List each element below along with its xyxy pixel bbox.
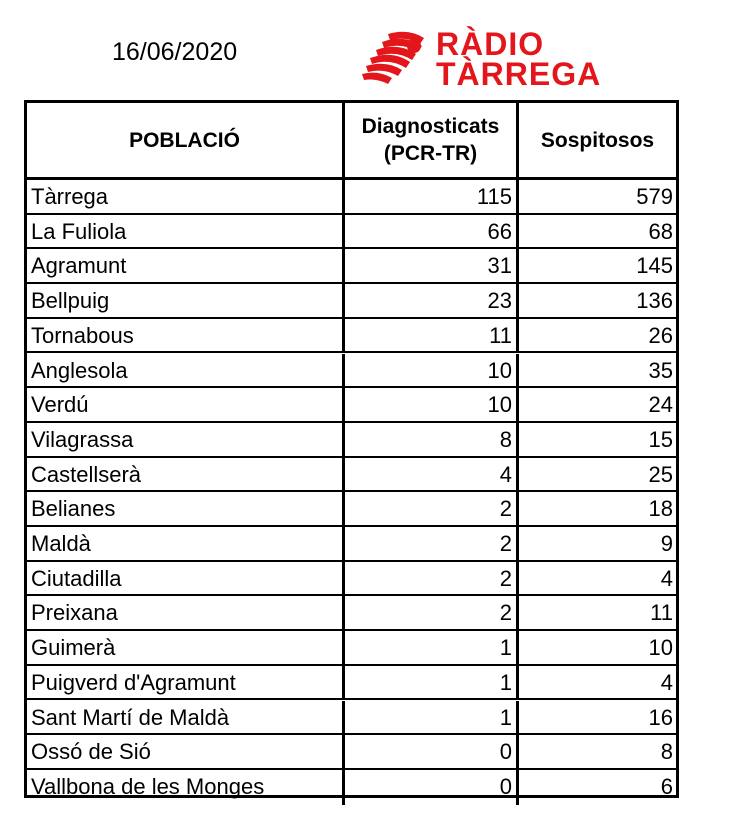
cell-sospitosos: 24 — [519, 388, 676, 423]
cell-sospitosos: 4 — [519, 562, 676, 597]
cell-poblacio: Puigverd d'Agramunt — [27, 666, 345, 701]
cell-sospitosos: 25 — [519, 458, 676, 493]
cell-sospitosos: 9 — [519, 527, 676, 562]
header-diagnosticats-line1: Diagnosticats — [361, 115, 500, 138]
cell-poblacio: La Fuliola — [27, 215, 345, 250]
cell-diagnosticats: 23 — [345, 284, 519, 319]
cell-diagnosticats: 2 — [345, 492, 519, 527]
cell-poblacio: Tàrrega — [27, 180, 345, 215]
header-sospitosos: Sospitosos — [540, 128, 655, 152]
cell-diagnosticats: 1 — [345, 701, 519, 736]
cell-diagnosticats: 66 — [345, 215, 519, 250]
cell-diagnosticats: 10 — [345, 354, 519, 389]
cell-sospitosos: 15 — [519, 423, 676, 458]
table-row — [27, 249, 676, 284]
table-body — [27, 180, 676, 799]
table-row — [27, 458, 676, 493]
cell-poblacio: Sant Martí de Maldà — [27, 701, 345, 736]
cell-poblacio: Ossó de Sió — [27, 735, 345, 770]
table-row — [27, 215, 676, 250]
cell-poblacio: Anglesola — [27, 354, 345, 389]
cell-diagnosticats: 2 — [345, 527, 519, 562]
cell-sospitosos: 10 — [519, 631, 676, 666]
cell-diagnosticats: 115 — [345, 180, 519, 215]
table-row — [27, 596, 676, 631]
cell-diagnosticats: 31 — [345, 249, 519, 284]
cell-sospitosos: 11 — [519, 596, 676, 631]
table-header — [27, 103, 676, 180]
cell-sospitosos: 4 — [519, 666, 676, 701]
table-row — [27, 354, 676, 389]
table-row — [27, 180, 676, 215]
cell-diagnosticats: 8 — [345, 423, 519, 458]
cell-poblacio: Agramunt — [27, 249, 345, 284]
table-row — [27, 666, 676, 701]
table-row — [27, 388, 676, 423]
table-row — [27, 562, 676, 597]
cell-poblacio: Guimerà — [27, 631, 345, 666]
cell-diagnosticats: 4 — [345, 458, 519, 493]
cell-diagnosticats: 1 — [345, 666, 519, 701]
cell-diagnosticats: 0 — [345, 770, 519, 805]
cell-sospitosos: 68 — [519, 215, 676, 250]
table-row — [27, 284, 676, 319]
cell-poblacio: Bellpuig — [27, 284, 345, 319]
cell-sospitosos: 579 — [519, 180, 676, 215]
cell-sospitosos: 18 — [519, 492, 676, 527]
cell-sospitosos: 26 — [519, 319, 676, 354]
cell-poblacio: Belianes — [27, 492, 345, 527]
table-row — [27, 319, 676, 354]
table-row — [27, 631, 676, 666]
cell-diagnosticats: 2 — [345, 562, 519, 597]
cell-sospitosos: 35 — [519, 354, 676, 389]
cell-poblacio: Ciutadilla — [27, 562, 345, 597]
cases-table — [24, 100, 679, 798]
cell-poblacio: Castellserà — [27, 458, 345, 493]
cell-sospitosos: 136 — [519, 284, 676, 319]
table-row — [27, 735, 676, 770]
header-diagnosticats — [345, 103, 519, 177]
table-row — [27, 701, 676, 736]
cell-sospitosos: 6 — [660, 773, 673, 799]
logo-text-radio: RÀDIO — [436, 26, 545, 62]
cell-sospitosos: 8 — [519, 735, 676, 770]
cell-poblacio: Tornabous — [27, 319, 345, 354]
logo-text-tarrega: TÀRREGA — [436, 56, 602, 92]
cell-poblacio: Maldà — [27, 527, 345, 562]
cell-diagnosticats: 11 — [345, 319, 519, 354]
microphone-icon — [358, 28, 432, 90]
report-date: 16/06/2020 — [112, 38, 238, 66]
cell-diagnosticats: 1 — [345, 631, 519, 666]
radio-tarrega-logo — [358, 26, 628, 92]
cell-poblacio: Vilagrassa — [27, 423, 345, 458]
cell-diagnosticats: 10 — [345, 388, 519, 423]
cell-sospitosos: 16 — [519, 701, 676, 736]
cell-diagnosticats: 2 — [345, 596, 519, 631]
header-diagnosticats-line2: (PCR-TR) — [383, 142, 478, 165]
table-row — [27, 770, 676, 805]
cell-diagnosticats: 0 — [345, 735, 519, 770]
table-row — [27, 423, 676, 458]
header-poblacio: POBLACIÓ — [27, 103, 345, 177]
cell-poblacio: Preixana — [27, 596, 345, 631]
table-row — [27, 527, 676, 562]
table-row — [27, 492, 676, 527]
cell-sospitosos: 145 — [519, 249, 676, 284]
cell-poblacio: Verdú — [27, 388, 345, 423]
cell-poblacio: Vallbona de les Monges — [27, 770, 345, 805]
